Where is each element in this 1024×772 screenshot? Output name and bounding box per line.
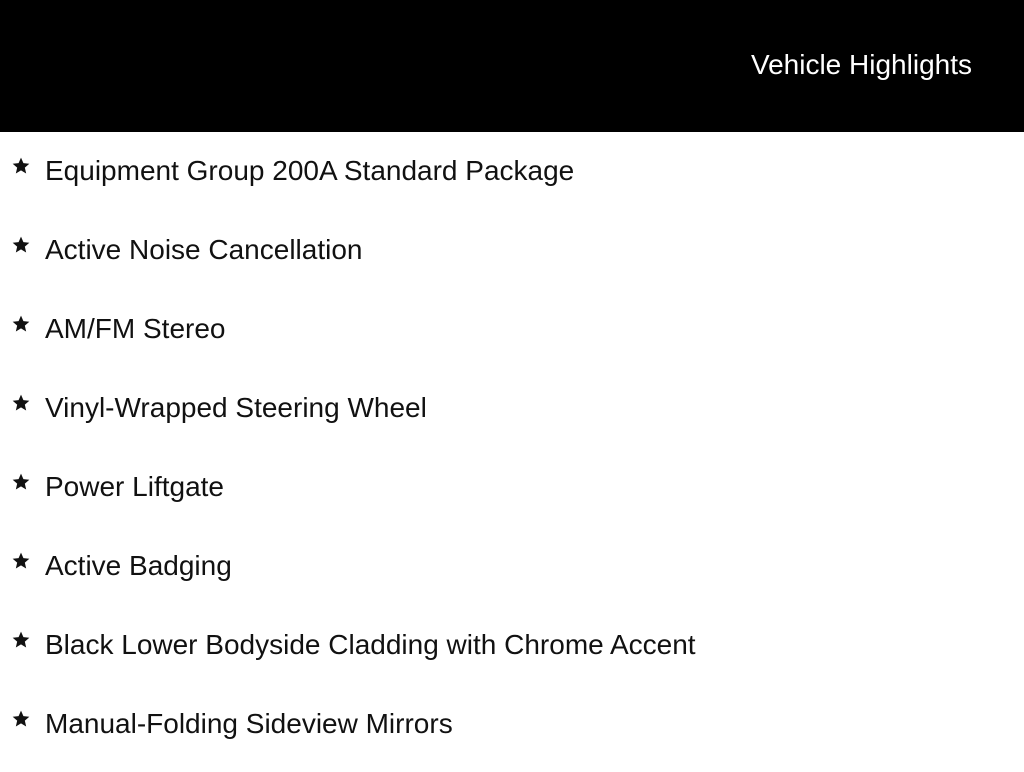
star-icon (11, 156, 31, 176)
highlight-label: Power Liftgate (45, 471, 224, 502)
highlight-label: Equipment Group 200A Standard Package (45, 155, 575, 186)
highlight-label: Vinyl-Wrapped Steering Wheel (45, 392, 427, 423)
list-item (0, 614, 1024, 693)
star-icon (11, 709, 31, 729)
star-icon (11, 630, 31, 650)
list-item (0, 377, 1024, 456)
highlight-label: Black Lower Bodyside Cladding with Chrome Accent (45, 629, 696, 660)
list-item (0, 535, 1024, 614)
star-icon (11, 235, 31, 255)
page-title: Vehicle Highlights (750, 49, 972, 80)
star-icon (11, 393, 31, 413)
list-item (0, 693, 1024, 772)
star-icon (11, 472, 31, 492)
highlight-label: AM/FM Stereo (45, 313, 226, 344)
highlights-list (0, 140, 1024, 772)
list-item (0, 140, 1024, 219)
header-bar (0, 0, 1024, 132)
star-icon (11, 551, 31, 571)
list-item (0, 298, 1024, 377)
highlight-label: Active Badging (45, 550, 232, 581)
list-item (0, 456, 1024, 535)
highlight-label: Manual-Folding Sideview Mirrors (45, 708, 453, 739)
list-item (0, 219, 1024, 298)
highlight-label: Active Noise Cancellation (45, 234, 363, 265)
star-icon (11, 314, 31, 334)
